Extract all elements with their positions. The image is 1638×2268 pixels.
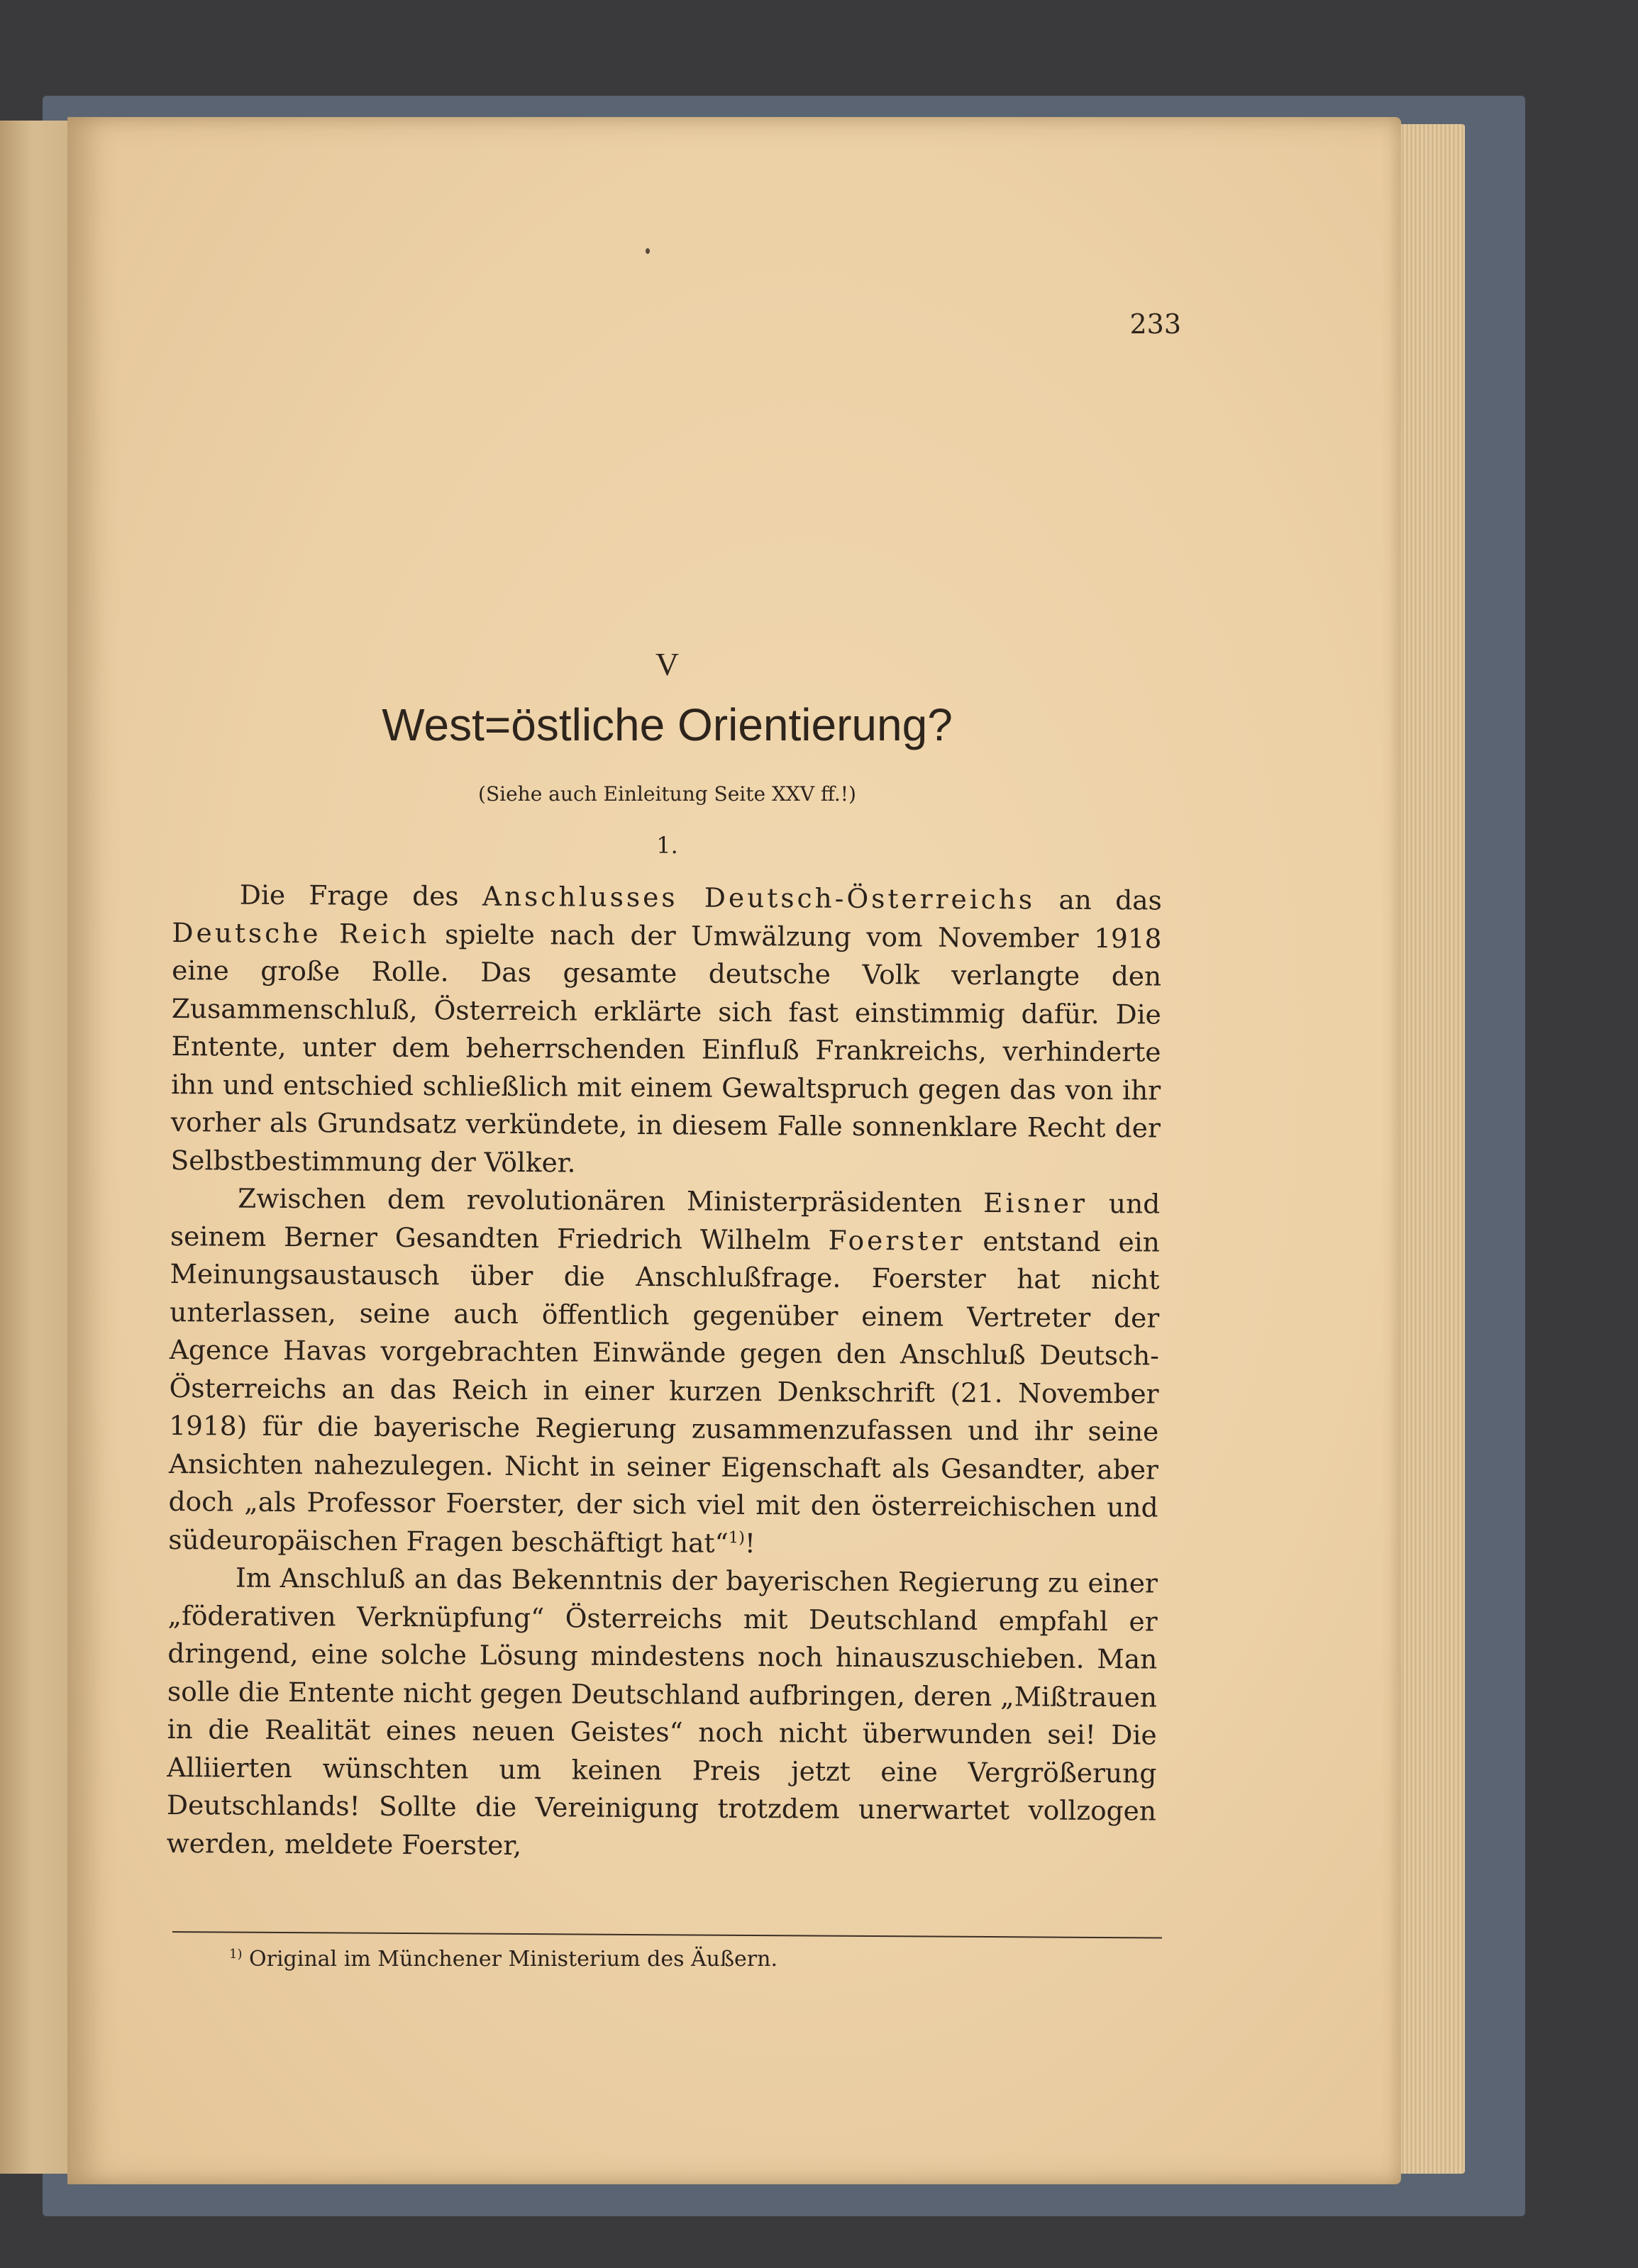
paragraph [170, 876, 1162, 1186]
footnote-marker: 1) [229, 1947, 243, 1962]
book-page [67, 117, 1401, 2184]
footnote [229, 1947, 1151, 1972]
text-run: entstand ein Meinungsaustausch über die Anschlußfrage. Foerster hat nicht unterlassen, seine auch öffentlich gegenüber einem Vertreter der Agence Havas vorgebrachten Einwände gegen den Anschluß Deutsch-Österreichs an das Reich in einer kurzen Denkschrift (21. November 1918) für die bayerische Regierung zusammenzufassen und ihr seine Ansichten nahezulegen. Nicht in seiner Eigenschaft als Gesandter, aber doch „als Professor Foerster, der sich viel mit den österreichischen und südeuropäischen Fragen beschäftigt hat“ [168, 1225, 1161, 1559]
section-number: 1. [656, 832, 678, 859]
paper-speck [646, 248, 650, 254]
chapter-subtitle: (Siehe auch Einleitung Seite XXV ff.!) [478, 782, 856, 806]
page-number: 233 [1129, 308, 1181, 340]
paragraph [168, 1179, 1160, 1565]
text-run: Im Anschluß an das Bekenntnis der bayerischen Regierung zu einer „föderativen Verknüpfung“ Österreichs mit Deutschland empfahl er dringend, eine solche Lösung mindestens noch hinauszuschieben. Man solle die Entente nicht gegen Deutschland aufbringen, deren „Mißtrauen in die Realität eines neuen Geistes“ noch nicht überwunden sei! Die Alliierten wünschten um keinen Preis jetzt eine Vergrößerung Deutschlands! Sollte die Vereinigung trotzdem unerwartet vollzogen werden, meldete Foerster, [166, 1562, 1158, 1861]
emphasized-text: Eisner [983, 1186, 1088, 1219]
emphasized-text: Foerster [828, 1224, 965, 1257]
emphasized-text: Anschlusses Deutsch-Österreichs [482, 880, 1036, 916]
text-run: Zwischen dem revolutionären Ministerpräsidenten [238, 1182, 984, 1218]
emphasized-text: Deutsche Reich [172, 916, 430, 950]
text-run: spielte nach der Umwälzung vom November 1918 eine große Rolle. Das gesamte deutsche Volk verlangte den Zusammenschluß, Österreich erklärte sich fast einstimmig dafür. Die Entente, unter dem beherrschenden Einfluß Frankreichs, verhinderte ihn und entschied schließlich mit einem Gewaltspruch gegen das von ihr vorher als Grundsatz verkündete, in diesem Falle sonnenklare Recht der Selbstbestimmung der Völker. [170, 918, 1162, 1178]
footnote-text: Original im Münchener Ministerium des Äußern. [242, 1947, 778, 1972]
text-run: Die Frage des [239, 879, 483, 912]
footnote-rule [172, 1931, 1162, 1939]
text-run: und seinem Berner Gesandten Friedrich Wilhelm [170, 1187, 1161, 1256]
chapter-number: V [655, 646, 680, 682]
text-run: ! [744, 1527, 756, 1559]
paragraph [167, 1559, 1158, 1869]
footnote-reference: 1) [728, 1528, 745, 1547]
chapter-title: West=östliche Orientierung? [382, 699, 953, 750]
text-run: an das [1034, 884, 1162, 916]
body-text [167, 876, 1162, 1868]
